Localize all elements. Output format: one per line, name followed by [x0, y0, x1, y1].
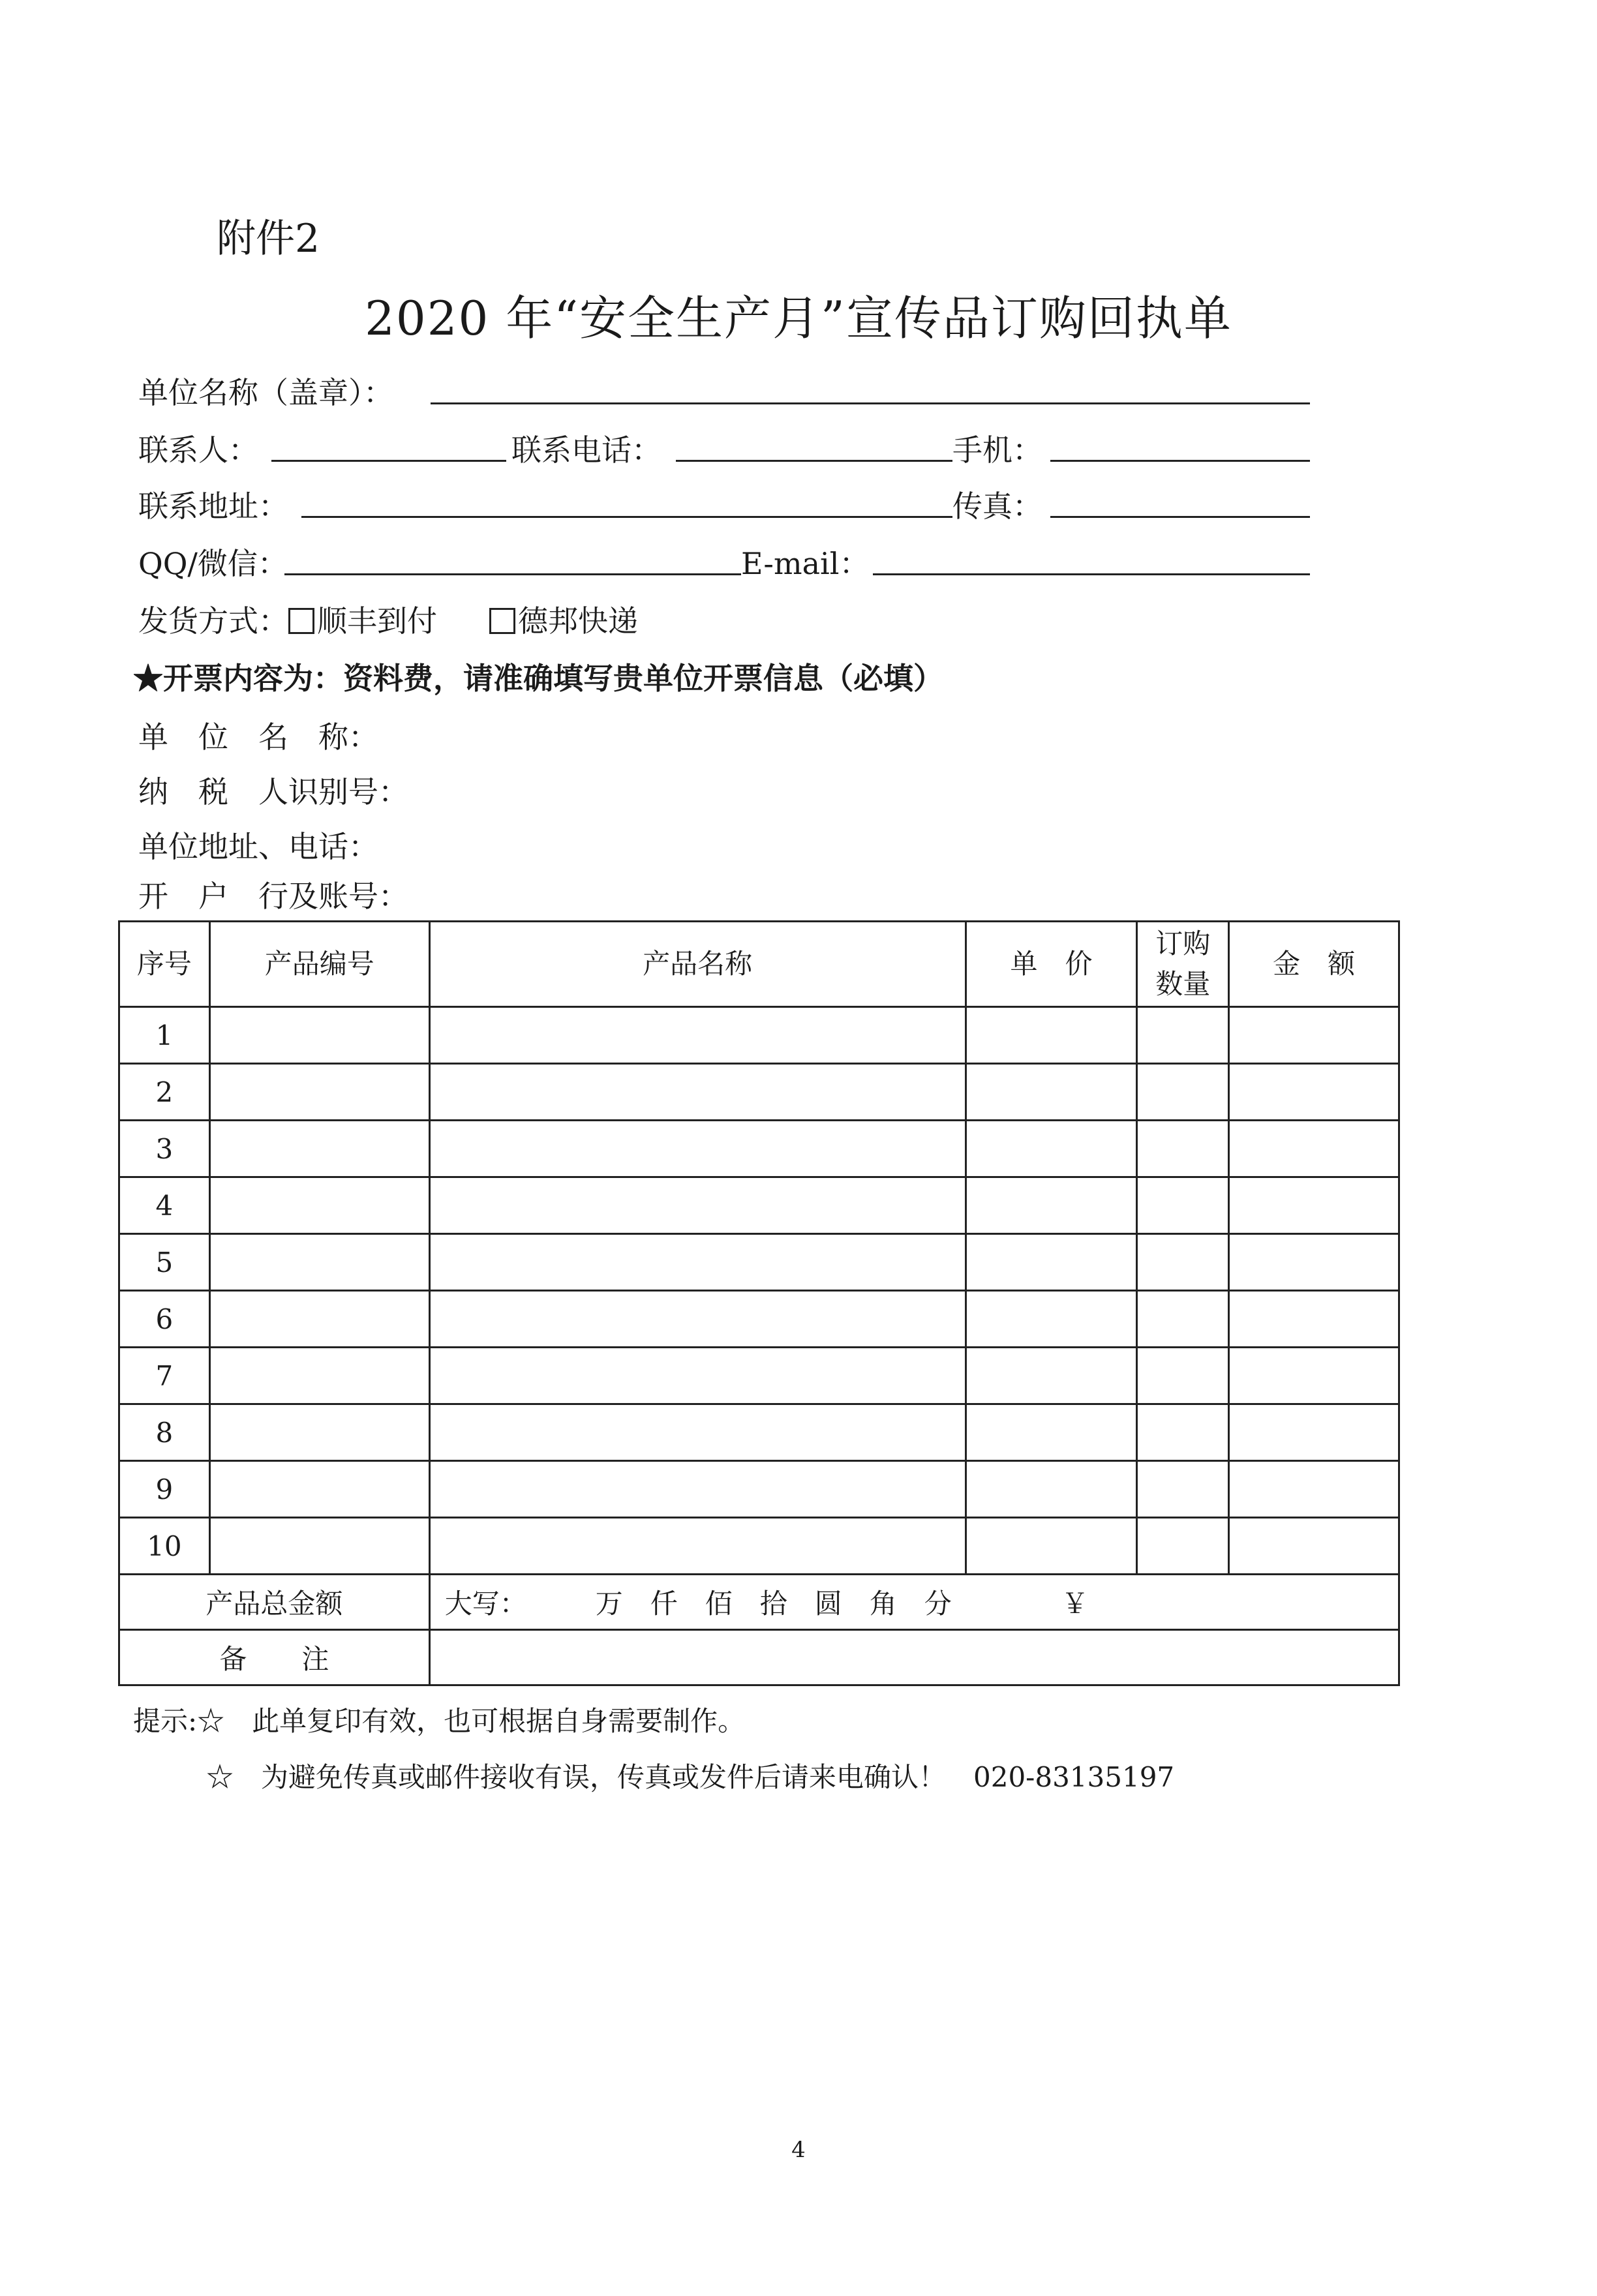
cell-product-code[interactable]	[209, 1234, 429, 1291]
table-row	[119, 1007, 1399, 1064]
invoice-tax-id: 纳 税 人识别号：	[138, 774, 408, 809]
row-index: 1	[119, 1007, 210, 1064]
shipping-options	[138, 597, 638, 641]
cell-product-code[interactable]	[209, 1461, 429, 1518]
cell-product-name[interactable]	[429, 1007, 966, 1064]
cell-quantity[interactable]	[1137, 1064, 1229, 1121]
order-table	[118, 920, 1400, 1686]
shipping-label: 发货方式：	[138, 603, 288, 639]
cell-unit-price[interactable]	[966, 1064, 1137, 1121]
cell-quantity[interactable]	[1137, 1007, 1229, 1064]
cell-product-code[interactable]	[209, 1404, 429, 1461]
cell-unit-price[interactable]	[966, 1518, 1137, 1575]
mobile-label: 手机：	[952, 432, 1042, 468]
table-row	[119, 1177, 1399, 1234]
page-title: 2020 年“安全生产月”宣传品订购回执单	[365, 291, 1232, 346]
shipping-option-deppon: 德邦快递	[518, 603, 638, 639]
table-row	[119, 1291, 1399, 1348]
cell-product-code[interactable]	[209, 1121, 429, 1177]
cell-amount[interactable]	[1229, 1121, 1399, 1177]
col-header-index: 序号	[119, 922, 210, 1007]
table-row	[119, 1461, 1399, 1518]
table-row	[119, 1121, 1399, 1177]
fax-field[interactable]	[1050, 516, 1310, 518]
cell-amount[interactable]	[1229, 1064, 1399, 1121]
col-header-quantity: 订购数量	[1137, 922, 1229, 1007]
invoice-unit-name: 单 位 名 称：	[138, 719, 378, 755]
row-index: 10	[119, 1518, 210, 1575]
row-index: 6	[119, 1291, 210, 1348]
row-index: 5	[119, 1234, 210, 1291]
cell-amount[interactable]	[1229, 1291, 1399, 1348]
phone-label: 联系电话：	[511, 432, 662, 468]
cell-product-name[interactable]	[429, 1348, 966, 1404]
cell-unit-price[interactable]	[966, 1121, 1137, 1177]
cell-quantity[interactable]	[1137, 1121, 1229, 1177]
qq-field[interactable]	[284, 573, 741, 575]
cell-product-name[interactable]	[429, 1518, 966, 1575]
cell-product-name[interactable]	[429, 1177, 966, 1234]
total-row	[119, 1575, 1399, 1630]
invoice-notice: ★开票内容为：资料费，请准确填写贵单位开票信息（必填）	[133, 661, 943, 696]
tip-note-2: ☆ 为避免传真或邮件接收有误，传真或发件后请来电确认！ 020-83135197	[206, 1761, 1175, 1793]
unit-name-label: 单位名称（盖章）：	[138, 375, 393, 410]
col-header-product-code: 产品编号	[209, 922, 429, 1007]
remark-label: 备 注	[119, 1630, 430, 1685]
cell-quantity[interactable]	[1137, 1461, 1229, 1518]
cell-product-name[interactable]	[429, 1291, 966, 1348]
address-field[interactable]	[301, 516, 952, 518]
cell-product-name[interactable]	[429, 1404, 966, 1461]
shipping-checkbox-sf[interactable]	[288, 608, 314, 634]
row-index: 3	[119, 1121, 210, 1177]
cell-amount[interactable]	[1229, 1234, 1399, 1291]
cell-unit-price[interactable]	[966, 1291, 1137, 1348]
total-amount-in-words[interactable]: 大写： 万 仟 佰 拾 圆 角 分 ￥	[429, 1575, 1399, 1630]
col-header-unit-price: 单 价	[966, 922, 1137, 1007]
row-index: 7	[119, 1348, 210, 1404]
table-row	[119, 1348, 1399, 1404]
address-label: 联系地址：	[138, 489, 288, 524]
cell-product-name[interactable]	[429, 1064, 966, 1121]
invoice-address-phone: 单位地址、电话：	[138, 829, 378, 864]
table-header-row	[119, 922, 1399, 1007]
cell-unit-price[interactable]	[966, 1348, 1137, 1404]
remark-field[interactable]	[429, 1630, 1399, 1685]
cell-amount[interactable]	[1229, 1518, 1399, 1575]
table-row	[119, 1518, 1399, 1575]
cell-quantity[interactable]	[1137, 1518, 1229, 1575]
mobile-field[interactable]	[1050, 460, 1310, 462]
contact-field[interactable]	[271, 460, 506, 462]
email-label: E-mail：	[741, 546, 870, 581]
cell-product-name[interactable]	[429, 1234, 966, 1291]
invoice-bank-account: 开 户 行及账号：	[138, 879, 408, 914]
cell-unit-price[interactable]	[966, 1007, 1137, 1064]
cell-amount[interactable]	[1229, 1007, 1399, 1064]
row-index: 2	[119, 1064, 210, 1121]
cell-quantity[interactable]	[1137, 1404, 1229, 1461]
cell-product-code[interactable]	[209, 1291, 429, 1348]
cell-unit-price[interactable]	[966, 1461, 1137, 1518]
cell-unit-price[interactable]	[966, 1234, 1137, 1291]
cell-quantity[interactable]	[1137, 1291, 1229, 1348]
phone-field[interactable]	[676, 460, 952, 462]
cell-amount[interactable]	[1229, 1177, 1399, 1234]
col-header-amount: 金 额	[1229, 922, 1399, 1007]
cell-product-name[interactable]	[429, 1461, 966, 1518]
col-header-product-name: 产品名称	[429, 922, 966, 1007]
qq-label: QQ/微信：	[138, 546, 288, 581]
cell-unit-price[interactable]	[966, 1177, 1137, 1234]
row-index: 4	[119, 1177, 210, 1234]
tip-note-1: 提示:☆ 此单复印有效，也可根据自身需要制作。	[133, 1705, 746, 1737]
cell-quantity[interactable]	[1137, 1234, 1229, 1291]
cell-amount[interactable]	[1229, 1461, 1399, 1518]
contact-label: 联系人：	[138, 432, 258, 468]
cell-amount[interactable]	[1229, 1404, 1399, 1461]
table-row	[119, 1064, 1399, 1121]
row-index: 8	[119, 1404, 210, 1461]
table-row	[119, 1404, 1399, 1461]
table-row	[119, 1234, 1399, 1291]
row-index: 9	[119, 1461, 210, 1518]
cell-product-code[interactable]	[209, 1064, 429, 1121]
cell-amount[interactable]	[1229, 1348, 1399, 1404]
cell-product-code[interactable]	[209, 1348, 429, 1404]
cell-product-code[interactable]	[209, 1518, 429, 1575]
fax-label: 传真：	[952, 489, 1042, 524]
total-label: 产品总金额	[119, 1575, 430, 1630]
cell-quantity[interactable]	[1137, 1177, 1229, 1234]
cell-quantity[interactable]	[1137, 1348, 1229, 1404]
unit-name-field[interactable]	[431, 402, 1310, 404]
shipping-option-sf: 顺丰到付	[317, 603, 437, 639]
cell-product-code[interactable]	[209, 1177, 429, 1234]
remark-row	[119, 1630, 1399, 1685]
attachment-label: 附件2	[217, 216, 320, 262]
cell-product-code[interactable]	[209, 1007, 429, 1064]
email-field[interactable]	[873, 573, 1310, 575]
page-number: 4	[791, 2137, 806, 2163]
cell-product-name[interactable]	[429, 1121, 966, 1177]
shipping-checkbox-deppon[interactable]	[489, 608, 515, 634]
cell-unit-price[interactable]	[966, 1404, 1137, 1461]
